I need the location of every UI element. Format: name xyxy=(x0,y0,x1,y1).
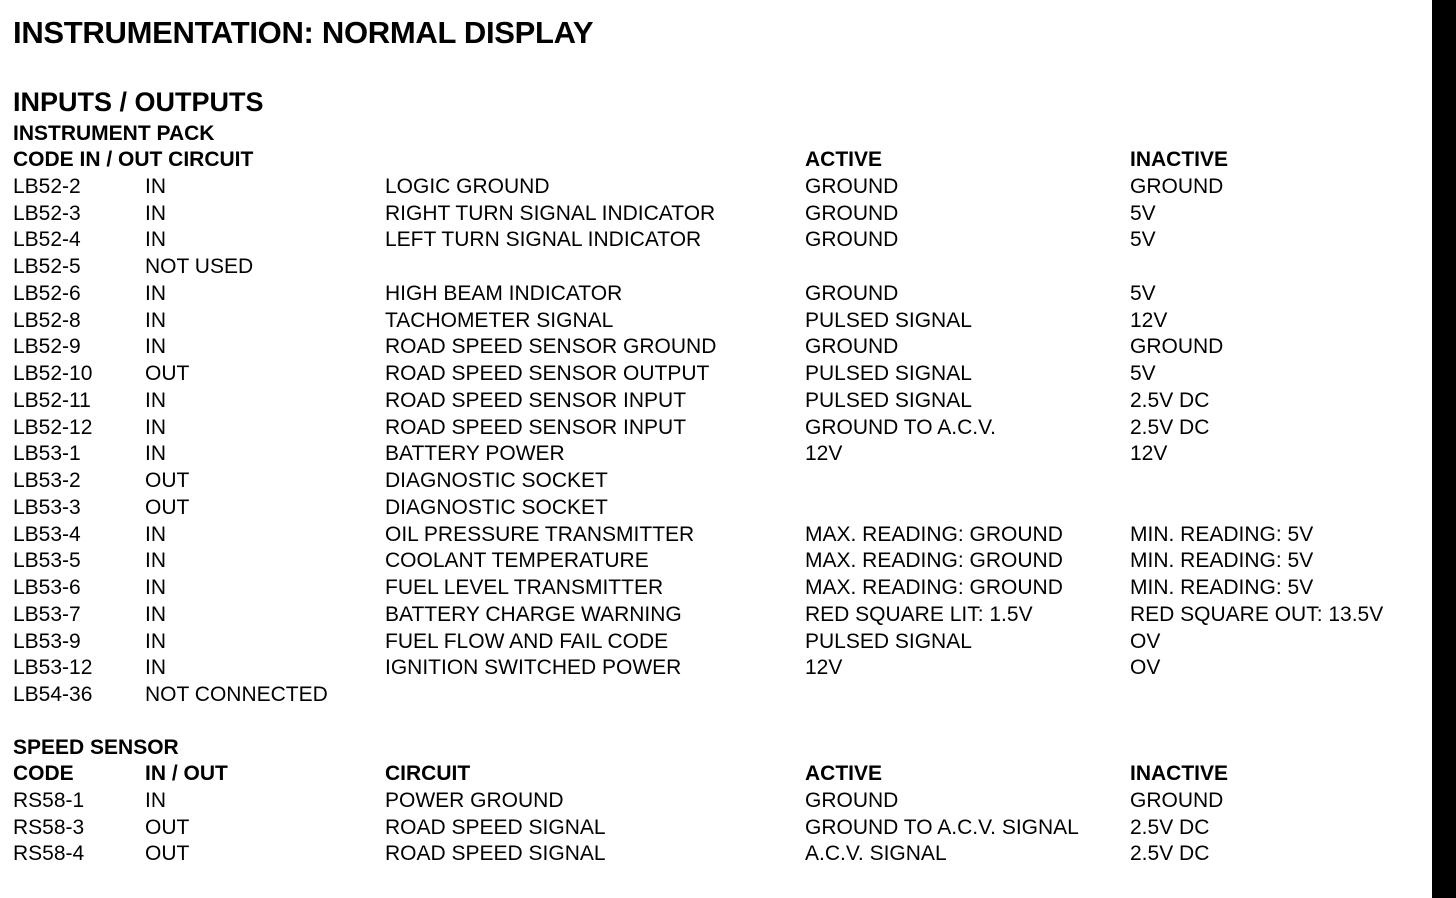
circuit-cell: ROAD SPEED SIGNAL xyxy=(385,815,606,839)
table-row xyxy=(13,629,1428,656)
in-out-cell: IN xyxy=(145,308,166,332)
inactive-cell: 5V xyxy=(1130,228,1156,252)
inactive-cell: MIN. READING: 5V xyxy=(1130,576,1314,599)
code-cell: LB52-8 xyxy=(13,308,81,332)
table-row xyxy=(13,548,1428,575)
code-cell: LB53-5 xyxy=(13,549,81,573)
code-cell: LB53-4 xyxy=(13,522,81,546)
inactive-cell: 2.5V DC xyxy=(1130,415,1210,439)
active-cell: GROUND TO A.C.V. SIGNAL xyxy=(805,815,1079,839)
in-out-cell: OUT xyxy=(145,495,190,519)
circuit-cell: FUEL FLOW AND FAIL CODE xyxy=(385,629,669,653)
circuit-cell: COOLANT TEMPERATURE xyxy=(385,549,649,573)
code-cell: LB53-3 xyxy=(13,495,81,519)
circuit-cell: BATTERY POWER xyxy=(385,442,565,466)
in-out-cell: OUT xyxy=(145,362,190,385)
code-cell: LB52-5 xyxy=(13,255,81,278)
inactive-cell: 2.5V DC xyxy=(1130,842,1210,866)
inactive-cell: GROUND xyxy=(1130,335,1224,359)
circuit-cell: ROAD SPEED SENSOR GROUND xyxy=(385,335,717,359)
inactive-cell: 5V xyxy=(1130,201,1156,225)
table-row xyxy=(13,575,1428,602)
code-cell: LB52-6 xyxy=(13,281,81,305)
inactive-cell: GROUND xyxy=(1130,174,1224,198)
section-subtitle: INPUTS / OUTPUTS xyxy=(13,87,264,117)
active-cell: MAX. READING: GROUND xyxy=(805,576,1063,599)
inactive-cell: MIN. READING: 5V xyxy=(1130,522,1314,546)
table-row xyxy=(13,415,1428,442)
speed-sensor-heading: SPEED SENSOR xyxy=(13,736,179,759)
table-row xyxy=(13,815,1428,842)
inactive-cell: 5V xyxy=(1130,362,1156,385)
circuit-cell: IGNITION SWITCHED POWER xyxy=(385,656,682,680)
table-row xyxy=(13,441,1428,468)
in-out-cell: IN xyxy=(145,388,166,412)
table-row xyxy=(13,655,1428,682)
code-cell: LB52-12 xyxy=(13,415,93,439)
inactive-cell: RED SQUARE OUT: 13.5V xyxy=(1130,602,1384,626)
circuit-cell: LOGIC GROUND xyxy=(385,174,550,198)
header-circuit: CIRCUIT xyxy=(385,762,471,785)
inactive-cell: GROUND xyxy=(1130,788,1224,812)
table-row xyxy=(13,227,1428,254)
table-row xyxy=(13,361,1428,388)
table-row xyxy=(13,201,1428,228)
active-cell: GROUND xyxy=(805,174,899,198)
code-cell: LB53-12 xyxy=(13,656,93,680)
table-row xyxy=(13,495,1428,522)
table-row xyxy=(13,308,1428,335)
code-cell: LB53-1 xyxy=(13,442,81,466)
active-cell: GROUND xyxy=(805,201,899,225)
in-out-cell: IN xyxy=(145,602,166,626)
inactive-cell: OV xyxy=(1130,629,1161,653)
inactive-cell: 5V xyxy=(1130,281,1156,305)
circuit-cell: OIL PRESSURE TRANSMITTER xyxy=(385,522,695,546)
active-cell: GROUND xyxy=(805,788,899,812)
in-out-cell: IN xyxy=(145,522,166,546)
speed-sensor-rows xyxy=(13,788,1428,868)
in-out-cell: IN xyxy=(145,281,166,305)
in-out-cell: OUT xyxy=(145,815,190,839)
in-out-cell: IN xyxy=(145,442,166,466)
active-cell: 12V xyxy=(805,656,843,680)
header-active: ACTIVE xyxy=(805,148,883,171)
code-cell: LB53-6 xyxy=(13,576,81,599)
inactive-cell: 12V xyxy=(1130,308,1168,332)
circuit-cell: DIAGNOSTIC SOCKET xyxy=(385,495,608,519)
code-cell: LB52-4 xyxy=(13,228,81,252)
in-out-cell: IN xyxy=(145,629,166,653)
active-cell: GROUND xyxy=(805,281,899,305)
inactive-cell: OV xyxy=(1130,656,1161,680)
header-inactive: INACTIVE xyxy=(1130,148,1229,171)
header-active: ACTIVE xyxy=(805,762,883,785)
header-code: CODE xyxy=(13,762,74,785)
table-row xyxy=(13,281,1428,308)
inactive-cell: 12V xyxy=(1130,442,1168,466)
circuit-cell: ROAD SPEED SENSOR INPUT xyxy=(385,388,687,412)
code-cell: LB52-3 xyxy=(13,201,81,225)
circuit-cell: FUEL LEVEL TRANSMITTER xyxy=(385,576,664,599)
in-out-cell: IN xyxy=(145,415,166,439)
code-cell: RS58-3 xyxy=(13,815,85,839)
code-cell: LB53-9 xyxy=(13,629,81,653)
code-cell: RS58-1 xyxy=(13,788,85,812)
active-cell: MAX. READING: GROUND xyxy=(805,549,1063,573)
active-cell: PULSED SIGNAL xyxy=(805,308,972,332)
active-cell: PULSED SIGNAL xyxy=(805,362,972,385)
table-row xyxy=(13,468,1428,495)
table-row xyxy=(13,388,1428,415)
instrument-pack-section xyxy=(13,120,1428,709)
circuit-cell: LEFT TURN SIGNAL INDICATOR xyxy=(385,228,702,252)
active-cell: PULSED SIGNAL xyxy=(805,388,972,412)
code-cell: LB52-10 xyxy=(13,362,93,385)
code-cell: LB52-2 xyxy=(13,174,81,198)
code-cell: LB52-9 xyxy=(13,335,81,359)
circuit-cell: RIGHT TURN SIGNAL INDICATOR xyxy=(385,201,716,225)
table-row xyxy=(13,254,1428,281)
table-row xyxy=(13,522,1428,549)
in-out-cell: IN xyxy=(145,656,166,680)
circuit-cell: ROAD SPEED SENSOR OUTPUT xyxy=(385,362,710,385)
table-row xyxy=(13,788,1428,815)
active-cell: GROUND TO A.C.V. xyxy=(805,415,996,439)
page-edge-bar xyxy=(1432,0,1456,898)
code-cell: LB53-2 xyxy=(13,469,81,492)
instrument-pack-heading: INSTRUMENT PACK xyxy=(13,122,215,145)
table-row xyxy=(13,602,1428,629)
code-cell: LB53-7 xyxy=(13,602,81,626)
in-out-cell: IN xyxy=(145,228,166,252)
header-code-in-out-circuit: CODE IN / OUT CIRCUIT xyxy=(13,148,254,171)
in-out-cell: NOT USED xyxy=(145,255,254,278)
in-out-cell: IN xyxy=(145,788,166,812)
in-out-cell: IN xyxy=(145,549,166,573)
instrument-pack-header-row xyxy=(13,147,1428,174)
circuit-cell: ROAD SPEED SIGNAL xyxy=(385,842,606,866)
inactive-cell: 2.5V DC xyxy=(1130,815,1210,839)
circuit-cell: TACHOMETER SIGNAL xyxy=(385,308,614,332)
speed-sensor-section xyxy=(13,734,1428,868)
active-cell: RED SQUARE LIT: 1.5V xyxy=(805,602,1033,626)
inactive-cell: MIN. READING: 5V xyxy=(1130,549,1314,573)
code-cell: LB54-36 xyxy=(13,683,93,706)
header-inactive: INACTIVE xyxy=(1130,762,1229,785)
circuit-cell: HIGH BEAM INDICATOR xyxy=(385,281,623,305)
active-cell: PULSED SIGNAL xyxy=(805,629,972,653)
circuit-cell: BATTERY CHARGE WARNING xyxy=(385,602,682,626)
code-cell: LB52-11 xyxy=(13,388,91,412)
in-out-cell: IN xyxy=(145,174,166,198)
in-out-cell: OUT xyxy=(145,469,190,492)
active-cell: GROUND xyxy=(805,335,899,359)
in-out-cell: IN xyxy=(145,335,166,359)
circuit-cell: ROAD SPEED SENSOR INPUT xyxy=(385,415,687,439)
page-title: INSTRUMENTATION: NORMAL DISPLAY xyxy=(13,15,594,50)
in-out-cell: IN xyxy=(145,576,166,599)
circuit-cell: DIAGNOSTIC SOCKET xyxy=(385,469,608,492)
circuit-cell: POWER GROUND xyxy=(385,788,564,812)
table-row xyxy=(13,682,1428,709)
in-out-cell: NOT CONNECTED xyxy=(145,683,328,706)
header-in-out: IN / OUT xyxy=(145,762,228,785)
in-out-cell: OUT xyxy=(145,842,190,866)
speed-sensor-header-row xyxy=(13,761,1428,788)
active-cell: A.C.V. SIGNAL xyxy=(805,842,947,866)
table-row xyxy=(13,174,1428,201)
table-row xyxy=(13,841,1428,868)
table-row xyxy=(13,334,1428,361)
inactive-cell: 2.5V DC xyxy=(1130,388,1210,412)
active-cell: 12V xyxy=(805,442,843,466)
code-cell: RS58-4 xyxy=(13,842,85,866)
instrument-pack-rows xyxy=(13,174,1428,709)
in-out-cell: IN xyxy=(145,201,166,225)
active-cell: GROUND xyxy=(805,228,899,252)
active-cell: MAX. READING: GROUND xyxy=(805,522,1063,546)
